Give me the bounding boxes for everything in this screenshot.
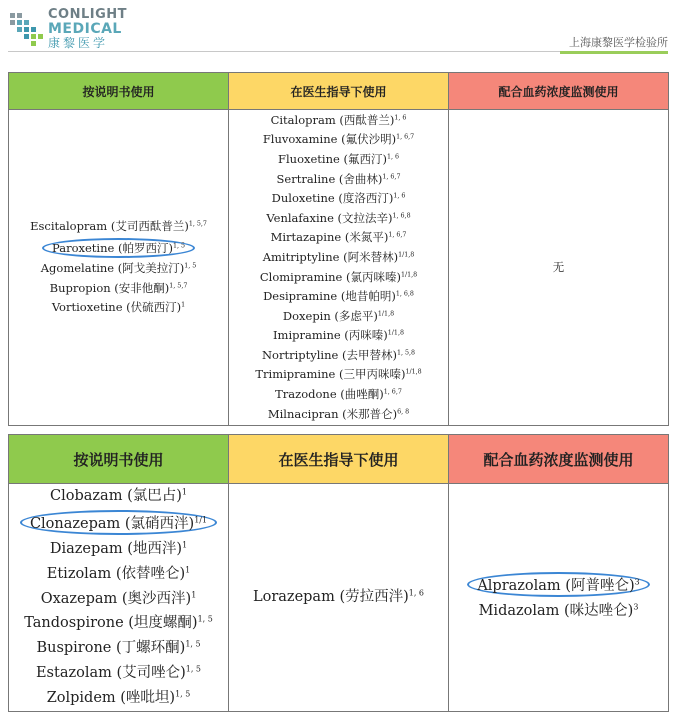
reference-superscript: 1, 5 [175,689,191,699]
conlight-logo [8,8,127,49]
reference-superscript: 1, 6 [393,192,406,200]
reference-superscript: 1/1,8 [398,251,415,259]
drug-name: Clomipramine (氯丙咪嗪) [259,269,401,284]
drug-entry [229,209,448,229]
drug-name: Nortriptyline (去甲替林) [261,347,397,362]
reference-superscript: 1 [182,540,188,550]
drug-entry [449,599,668,624]
reference-superscript: 1, 6,8 [392,212,411,220]
reference-superscript: 3 [634,577,640,587]
drug-entry [9,611,228,636]
drug-entry [229,365,448,385]
drug-entry [9,237,228,259]
drug-name: Clonazepam (氯硝西泮) [29,516,195,533]
reference-superscript: 1 [181,487,187,497]
drug-entry [449,571,668,599]
drug-name: Duloxetine (度洛西汀) [271,191,394,206]
organization-name: 上海康黎医学检验所 [569,36,668,49]
antidepressant-table [8,72,669,426]
drug-entry [229,385,448,405]
drug-name: Agomelatine (阿戈美拉汀) [40,260,185,275]
drug-entry [229,130,448,150]
drug-entry [229,111,448,131]
highlight-circle [20,510,217,535]
drug-entry [9,484,228,509]
reference-superscript: 1, 5 [185,664,202,674]
drug-entry [9,636,228,661]
col-header-doctor-use: 在医生指导下使用 [229,73,449,110]
drug-entry [229,346,448,366]
tdm-use-cell [449,110,669,426]
drug-name: Venlafaxine (文拉法辛) [266,210,393,225]
drug-entry [229,170,448,190]
drug-entry [229,150,448,170]
drug-name: Desipramine (地昔帕明) [263,289,396,304]
label-use-cell [9,110,229,426]
drug-entry [229,189,448,209]
drug-name: Diazepam (地西泮) [49,541,183,557]
drug-entry [9,686,228,711]
reference-superscript: 1, 6 [394,114,407,122]
reference-superscript: 3 [633,602,639,612]
drug-name: Trazodone (曲唑酮) [275,387,384,402]
drug-name: Doxepin (多虑平) [282,308,378,323]
cross-logo-icon [8,11,44,47]
drug-name: Zolpidem (唑吡坦) [46,689,176,706]
reference-superscript: 1, 6,7 [383,388,402,396]
drug-name: Clobazam (氯巴占) [50,488,182,505]
reference-superscript: 1, 5,7 [169,282,188,290]
drug-name: Imipramine (丙咪嗪) [273,328,388,343]
reference-superscript: 1, 5 [184,262,197,270]
drug-name: Fluvoxamine (氟伏沙明) [262,132,397,147]
logo-text-medical: MEDICAL [48,21,122,37]
drug-name: Amitriptyline (阿米替林) [262,249,399,264]
drug-name: Escitalopram (艾司西酞普兰) [30,219,189,234]
drug-entry [9,661,228,686]
drug-entry [229,326,448,346]
drug-name: Milnacipran (米那普仑) [267,406,398,421]
drug-name: Buspirone (丁螺环酮) [36,640,186,657]
logo-text-conlight: CONLIGHT [48,7,128,22]
reference-superscript: 1/1,8 [387,329,404,337]
reference-superscript: 1 [185,565,191,575]
drug-name: Paroxetine (帕罗西汀) [52,240,173,255]
tdm-use-cell [449,484,669,712]
drug-name: Midazolam (咪达唑仑) [478,603,634,619]
col-header-tdm-use: 配合血药浓度监测使用 [449,73,669,110]
doctor-use-cell [229,484,449,712]
drug-entry [229,228,448,248]
reference-superscript: 1/1,8 [377,310,395,318]
drug-entry [9,509,228,537]
drug-name: Oxazepam (奥沙西泮) [40,590,192,607]
drug-entry [9,562,228,587]
drug-entry [229,287,448,307]
drug-name: Trimipramine (三甲丙咪嗪) [255,367,406,382]
reference-superscript: 1 [191,590,197,600]
drug-entry [9,537,228,562]
drug-name: Vortioxetine (伏硫西汀) [51,300,182,315]
drug-name: Citalopram (西酞普兰) [270,112,395,127]
drug-entry [9,217,228,237]
reference-superscript: 1, 5 [185,639,201,649]
highlight-circle [42,238,195,258]
drug-entry [9,298,228,318]
reference-superscript: 1, 6,7 [382,173,401,181]
drug-entry [449,258,668,278]
drug-entry [229,248,448,268]
col-header-label-use: 按说明书使用 [9,435,229,484]
logo-text-chinese: 康黎医学 [48,36,109,50]
reference-superscript: 1, 6,7 [388,231,407,239]
drug-name: Alprazolam (阿普唑仑) [477,578,635,595]
drug-name: 无 [552,259,565,274]
drug-name: Sertraline (舍曲林) [276,171,383,186]
reference-superscript: 1, 5 [172,242,185,250]
reference-superscript: 6, 8 [397,408,410,416]
reference-superscript: 1/1,8 [400,271,418,279]
header-accent-bar [560,51,668,54]
drug-entry [229,585,448,610]
reference-superscript: 1, 6,7 [396,133,415,141]
label-use-cell [9,484,229,712]
drug-name: Tandospirone (坦度螺酮) [24,615,198,632]
drug-name: Lorazepam (劳拉西泮) [253,589,409,606]
drug-entry [9,587,228,612]
reference-superscript: 1/1,8 [405,369,422,377]
reference-superscript: 1 [181,301,186,309]
drug-name: Estazolam (艾司唑仑) [35,664,186,681]
col-header-doctor-use: 在医生指导下使用 [229,435,449,484]
drug-name: Mirtazapine (米氮平) [270,230,389,245]
drug-entry [9,279,228,299]
drug-name: Fluoxetine (氟西汀) [278,151,387,166]
col-header-label-use: 按说明书使用 [9,73,229,110]
drug-name: Bupropion (安非他酮) [49,280,170,295]
reference-superscript: 1, 5,8 [396,349,416,357]
doctor-use-cell [229,110,449,426]
reference-superscript: 1, 6,8 [395,290,414,298]
reference-superscript: 1, 6 [408,588,424,598]
reference-superscript: 1, 6 [386,153,399,161]
highlight-circle [467,572,649,597]
drug-entry [229,268,448,288]
reference-superscript: 1/1 [194,515,208,525]
page-header [0,0,684,60]
drug-entry [229,307,448,327]
col-header-tdm-use: 配合血药浓度监测使用 [449,435,669,484]
anxiolytic-table [8,434,669,712]
drug-entry [9,259,228,279]
reference-superscript: 1, 5,7 [188,220,207,228]
drug-entry [229,405,448,425]
reference-superscript: 1, 5 [197,614,213,624]
drug-name: Etizolam (依替唑仑) [46,565,186,582]
